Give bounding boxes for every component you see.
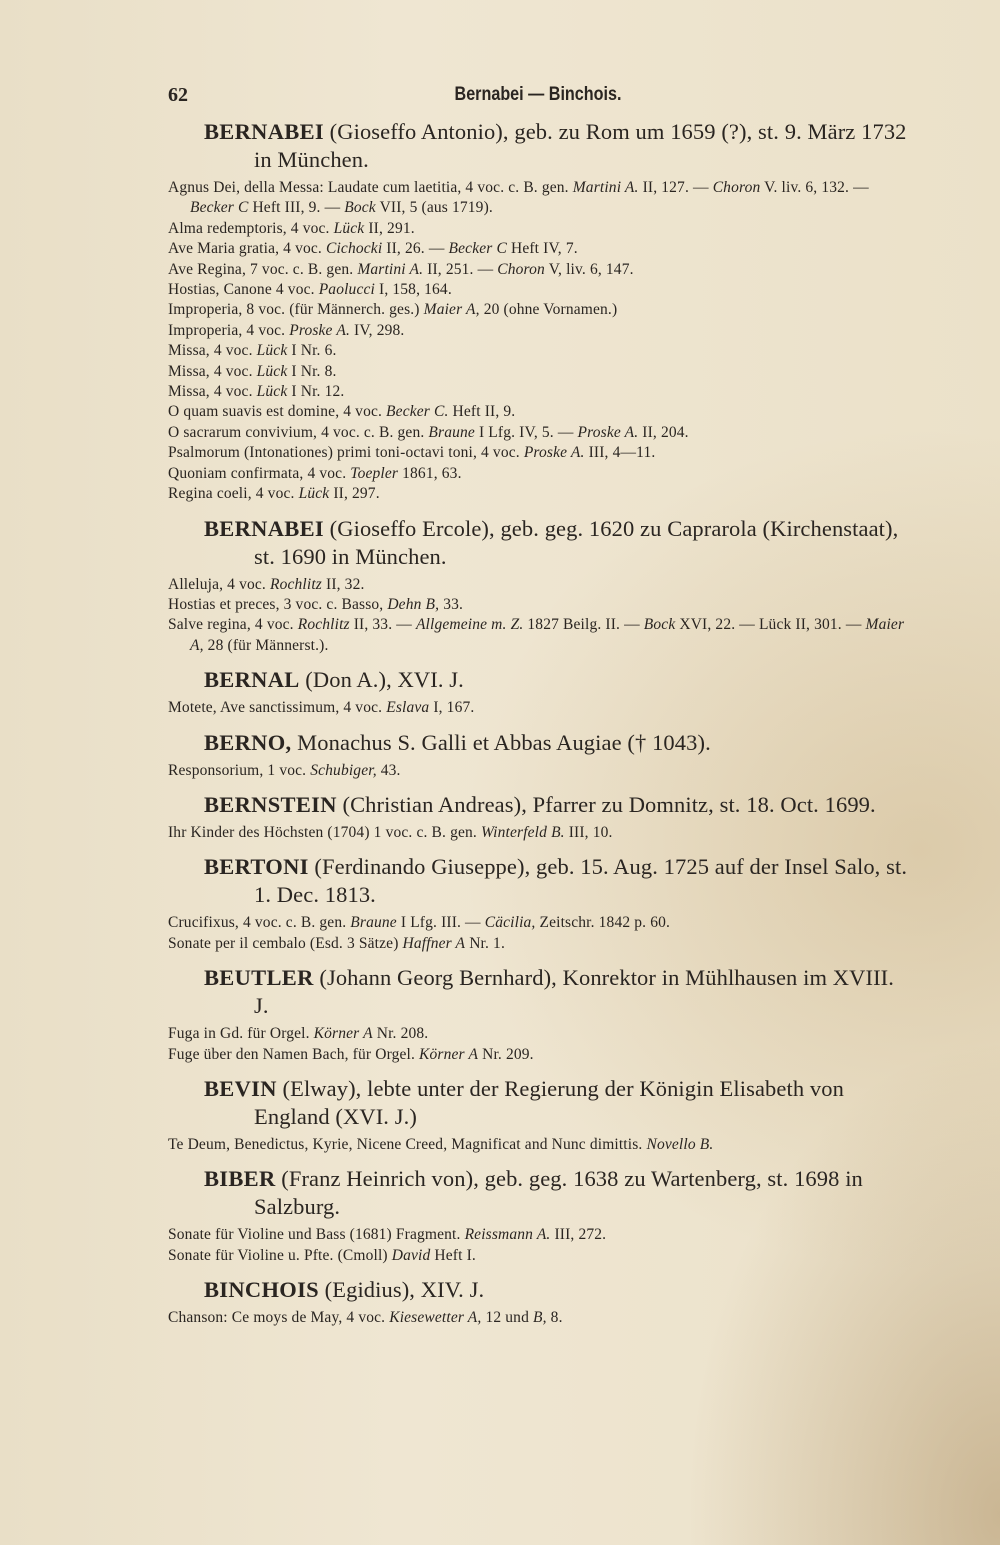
composer-heading: [168, 1165, 913, 1221]
work-item: [168, 362, 913, 382]
work-text: I, 158, 164.: [374, 281, 452, 299]
work-text: Heft III, 9. —: [248, 199, 345, 217]
composer-details: (Ferdinando Giuseppe), geb. 15. Aug. 1725 auf der Insel Salo, st. 1. Dec. 1813.: [254, 854, 908, 908]
work-text: I Nr. 8.: [287, 362, 337, 380]
composer-heading: [168, 791, 913, 819]
work-text: Missa, 4 voc.: [168, 383, 257, 401]
source-reference: Lück: [256, 342, 288, 360]
work-item: [168, 321, 913, 341]
work-text: 43.: [376, 761, 401, 779]
source-reference: Novello B.: [646, 1135, 714, 1153]
work-text: I, 167.: [429, 699, 475, 717]
work-text: Sonate für Violine u. Pfte. (Cmoll): [168, 1246, 392, 1264]
source-reference: Proske A.: [523, 444, 585, 462]
composer-name: BIBER: [204, 1166, 276, 1192]
source-reference: Cichocki: [325, 240, 383, 258]
work-text: Zeitschr. 1842 p. 60.: [535, 914, 671, 932]
work-text: Fuga in Gd. für Orgel.: [168, 1025, 314, 1043]
source-reference: Winterfeld B.: [480, 823, 565, 841]
work-text: Improperia, 4 voc.: [168, 321, 290, 339]
source-reference: Proske A.: [577, 423, 639, 441]
work-text: Salve regina, 4 voc.: [168, 616, 298, 634]
work-item: [168, 615, 913, 656]
composer-details: (Franz Heinrich von), geb. geg. 1638 zu Wartenberg, st. 1698 in Salzburg.: [254, 1166, 863, 1220]
source-reference: Bock: [643, 616, 676, 634]
running-head: Bernabei — Binchois.: [454, 84, 622, 105]
work-text: XVI, 22. — Lück II, 301. —: [675, 616, 866, 634]
work-item: [168, 1308, 913, 1328]
work-item: [168, 1045, 913, 1065]
work-text: Te Deum, Benedictus, Kyrie, Nicene Creed, Magnificat and Nunc dimittis.: [168, 1135, 647, 1153]
work-item: [168, 1135, 913, 1155]
entry-spacer: [168, 954, 913, 964]
work-text: 1827 Beilg. II. —: [523, 616, 644, 634]
source-reference: Lück: [298, 485, 330, 503]
work-item: [168, 443, 913, 463]
entry-spacer: [168, 781, 913, 791]
work-text: VII, 5 (aus 1719).: [375, 199, 493, 217]
work-text: Agnus Dei, della Messa: Laudate cum laetitia, 4 voc. c. B. gen.: [168, 179, 573, 196]
composer-heading: [168, 729, 913, 757]
composer-heading: [168, 1075, 913, 1131]
work-text: Chanson: Ce moys de May, 4 voc.: [168, 1309, 390, 1327]
work-text: Sonate per il cembalo (Esd. 3 Sätze): [168, 934, 403, 952]
composer-heading: [168, 666, 913, 694]
source-reference: Rochlitz: [269, 575, 322, 593]
work-text: Crucifixus, 4 voc. c. B. gen.: [168, 914, 351, 932]
composer-name: BERNABEI: [204, 515, 324, 541]
work-text: II, 33. —: [349, 616, 416, 634]
source-reference: Rochlitz: [297, 616, 350, 634]
composer-details: (Christian Andreas), Pfarrer zu Domnitz, st. 18. Oct. 1699.: [336, 791, 876, 817]
work-text: III, 4—11.: [584, 444, 656, 462]
work-item: [168, 178, 913, 219]
source-reference: Körner A: [313, 1025, 373, 1043]
source-reference: Maier A,: [190, 616, 905, 654]
composer-heading: [168, 853, 913, 909]
source-reference: Reissmann A.: [464, 1226, 551, 1244]
work-text: 12 und: [481, 1309, 533, 1327]
entry-spacer: [168, 843, 913, 853]
work-text: Heft IV, 7.: [506, 240, 578, 258]
work-text: 33.: [439, 595, 464, 613]
work-text: Sonate für Violine und Bass (1681) Fragment.: [168, 1226, 465, 1244]
entry-spacer: [168, 505, 913, 515]
work-text: II, 127. —: [638, 179, 713, 196]
work-item: [168, 761, 913, 781]
work-text: Quoniam confirmata, 4 voc.: [168, 464, 351, 482]
composer-name: BEVIN: [204, 1075, 277, 1101]
work-text: Alleluja, 4 voc.: [168, 575, 270, 593]
catalog-entries: [168, 118, 913, 1329]
source-reference: Martini A.: [572, 179, 639, 196]
work-item: [168, 1024, 913, 1044]
work-item: [168, 575, 913, 595]
work-text: Alma redemptoris, 4 voc.: [168, 219, 334, 237]
work-text: I Nr. 12.: [287, 383, 345, 401]
composer-details: (Egidius), XIV. J.: [318, 1277, 485, 1303]
composer-entry: [168, 1065, 913, 1155]
work-item: [168, 823, 913, 843]
source-reference: Lück: [333, 219, 365, 237]
source-reference: Lück: [256, 362, 288, 380]
work-text: V, liv. 6, 147.: [544, 260, 634, 278]
work-item: [168, 239, 913, 259]
entry-spacer: [168, 656, 913, 666]
work-text: Missa, 4 voc.: [168, 362, 257, 380]
work-text: Missa, 4 voc.: [168, 342, 257, 360]
work-text: II, 204.: [638, 423, 689, 441]
composer-name: BINCHOIS: [204, 1277, 319, 1303]
work-text: Hostias, Canone 4 voc.: [168, 281, 319, 299]
source-reference: Dehn B,: [387, 595, 440, 613]
source-reference: David: [391, 1246, 431, 1264]
source-reference: Schubiger,: [310, 761, 377, 779]
work-item: [168, 280, 913, 300]
work-text: II, 297.: [329, 485, 380, 503]
source-reference: Becker C: [448, 240, 507, 258]
composer-heading: [168, 964, 913, 1020]
work-text: IV, 298.: [349, 321, 405, 339]
work-item: [168, 382, 913, 402]
work-item: [168, 300, 913, 320]
source-reference: Martini A.: [357, 260, 424, 278]
composer-entry: [168, 505, 913, 657]
source-reference: Proske A.: [289, 321, 350, 339]
work-text: 28 (für Männerst.).: [203, 636, 329, 654]
composer-entry: [168, 118, 913, 505]
composer-entry: [168, 781, 913, 843]
composer-details: (Elway), lebte unter der Regierung der Königin Elisabeth von England (XVI. J.): [254, 1075, 844, 1129]
composer-name: BERNSTEIN: [204, 791, 337, 817]
work-text: Heft I.: [430, 1246, 476, 1264]
work-text: Nr. 1.: [465, 934, 505, 952]
composer-details: (Johann Georg Bernhard), Konrektor in Mühlhausen im XVIII. J.: [254, 965, 894, 1019]
entry-spacer: [168, 1065, 913, 1075]
work-text: I Nr. 6.: [287, 342, 337, 360]
source-reference: Cäcilia,: [484, 914, 536, 932]
work-text: 20 (ohne Vornamen.): [479, 301, 618, 319]
work-text: Responsorium, 1 voc.: [168, 761, 311, 779]
work-text: III, 272.: [550, 1226, 607, 1244]
source-reference: Choron: [712, 179, 761, 196]
composer-details: Monachus S. Galli et Abbas Augiae († 1043).: [291, 729, 711, 755]
source-reference: Becker C: [190, 199, 249, 217]
composer-entry: [168, 954, 913, 1065]
composer-heading: [168, 1276, 913, 1304]
composer-name: BERTONI: [204, 854, 309, 880]
source-reference: Maier A,: [423, 301, 480, 319]
composer-entry: [168, 1155, 913, 1266]
source-reference: Choron: [497, 260, 545, 278]
work-text: I Lfg. III. —: [396, 914, 485, 932]
source-reference: Braune: [350, 914, 397, 932]
work-item: [168, 341, 913, 361]
work-text: II, 26. —: [382, 240, 449, 258]
source-reference: Kiesewetter A,: [389, 1309, 482, 1327]
composer-heading: [168, 118, 913, 174]
source-reference: Allgemeine m. Z.: [415, 616, 524, 634]
source-reference: Eslava: [386, 699, 430, 717]
entry-spacer: [168, 1266, 913, 1276]
source-reference: Becker C.: [386, 403, 449, 421]
work-text: I Lfg. IV, 5. —: [474, 423, 578, 441]
work-item: [168, 913, 913, 933]
source-reference: Paolucci: [318, 281, 375, 299]
work-text: II, 251. —: [423, 260, 498, 278]
work-item: [168, 260, 913, 280]
source-reference: Lück: [256, 383, 288, 401]
page-number: 62: [168, 84, 188, 106]
entry-spacer: [168, 719, 913, 729]
source-reference: Haffner A: [402, 934, 466, 952]
composer-entry: [168, 719, 913, 781]
composer-details: (Don A.), XVI. J.: [299, 667, 464, 693]
work-item: [168, 934, 913, 954]
work-item: [168, 595, 913, 615]
work-item: [168, 1246, 913, 1266]
work-text: Fuge über den Namen Bach, für Orgel.: [168, 1045, 420, 1063]
work-text: Ave Maria gratia, 4 voc.: [168, 240, 326, 258]
source-reference: Braune: [428, 423, 475, 441]
work-text: Psalmorum (Intonationes) primi toni-octavi toni, 4 voc.: [168, 444, 524, 462]
composer-heading: [168, 515, 913, 571]
work-text: O quam suavis est domine, 4 voc.: [168, 403, 387, 421]
work-item: [168, 464, 913, 484]
work-item: [168, 1225, 913, 1245]
composer-entry: [168, 656, 913, 718]
composer-entry: [168, 1266, 913, 1328]
source-reference: Bock: [344, 199, 376, 217]
composer-name: BERNO,: [204, 729, 292, 755]
work-text: Motete, Ave sanctissimum, 4 voc.: [168, 699, 387, 717]
work-text: Hostias et preces, 3 voc. c. Basso,: [168, 595, 388, 613]
work-text: Ihr Kinder des Höchsten (1704) 1 voc. c. B. gen.: [168, 823, 481, 841]
work-item: [168, 402, 913, 422]
work-text: Improperia, 8 voc. (für Männerch. ges.): [168, 301, 424, 319]
work-item: [168, 423, 913, 443]
work-item: [168, 698, 913, 718]
work-text: 1861, 63.: [398, 464, 462, 482]
work-text: II, 32.: [321, 575, 365, 593]
work-text: II, 291.: [364, 219, 415, 237]
work-item: [168, 219, 913, 239]
composer-details: (Gioseffo Ercole), geb. geg. 1620 zu Caprarola (Kirchenstaat), st. 1690 in München.: [254, 515, 899, 569]
composer-name: BEUTLER: [204, 965, 314, 991]
work-text: III, 10.: [564, 823, 613, 841]
page-header: [168, 78, 908, 118]
work-text: Heft II, 9.: [448, 403, 516, 421]
work-text: Ave Regina, 7 voc. c. B. gen.: [168, 260, 358, 278]
work-text: Regina coeli, 4 voc.: [168, 485, 299, 503]
work-text: 8.: [546, 1309, 563, 1327]
composer-entry: [168, 843, 913, 954]
work-text: V. liv. 6, 132. —: [760, 179, 869, 196]
work-text: Nr. 209.: [478, 1045, 534, 1063]
work-item: [168, 484, 913, 504]
composer-details: (Gioseffo Antonio), geb. zu Rom um 1659 (?), st. 9. März 1732 in München.: [254, 119, 907, 172]
source-reference: Körner A: [419, 1045, 479, 1063]
entry-spacer: [168, 1155, 913, 1165]
work-text: O sacrarum convivium, 4 voc. c. B. gen.: [168, 423, 429, 441]
work-text: Nr. 208.: [372, 1025, 429, 1043]
source-reference: B,: [533, 1309, 547, 1327]
source-reference: Toepler: [350, 464, 399, 482]
composer-name: BERNABEI: [204, 119, 324, 144]
composer-name: BERNAL: [204, 667, 300, 693]
